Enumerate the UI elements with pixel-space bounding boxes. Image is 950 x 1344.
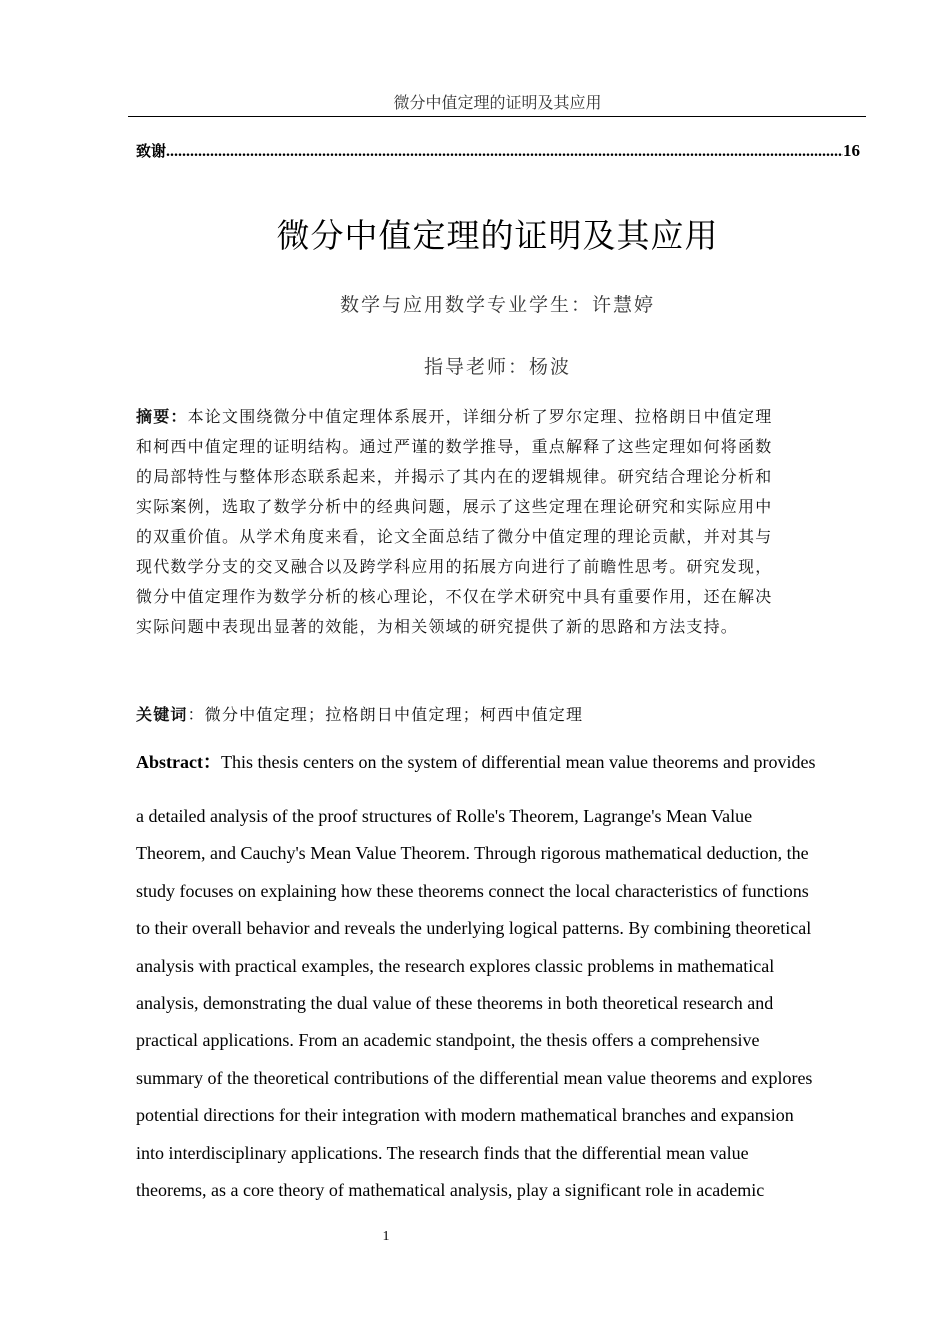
- chinese-abstract-line: 微分中值定理作为数学分析的核心理论，不仅在学术研究中具有重要作用，还在解决: [136, 587, 773, 606]
- advisor-line: 指导老师：杨波: [423, 356, 571, 378]
- keywords-text: ：微分中值定理；拉格朗日中值定理；柯西中值定理: [187, 705, 584, 724]
- english-abstract-line: study focuses on explaining how these theorems connect the local characteristics of functions: [136, 880, 809, 901]
- english-abstract-line: analysis with practical examples, the research explores classic problems in mathematical: [136, 955, 775, 976]
- chinese-abstract: [136, 402, 860, 642]
- chinese-abstract-line: 实际案例，选取了数学分析中的经典问题，展示了这些定理在理论研究和实际应用中: [136, 497, 773, 516]
- toc-entry-page: 16: [843, 141, 860, 160]
- chinese-abstract-line: 实际问题中表现出显著的效能，为相关领域的研究提供了新的思路和方法支持。: [136, 617, 739, 636]
- english-abstract-line: theorems, as a core theory of mathematical analysis, play a significant role in academic: [136, 1180, 765, 1201]
- chinese-abstract-line: 的双重价值。从学术角度来看，论文全面总结了微分中值定理的理论贡献，并对其与: [136, 527, 773, 546]
- toc-leader-dots: [166, 141, 843, 163]
- chinese-abstract-line: 现代数学分支的交叉融合以及跨学科应用的拓展方向进行了前瞻性思考。研究发现，: [136, 557, 773, 576]
- running-header: 微分中值定理的证明及其应用: [393, 93, 602, 112]
- english-abstract-line: Theorem, and Cauchy's Mean Value Theorem. Through rigorous mathematical deduction, the: [136, 843, 809, 864]
- english-abstract-line: This thesis centers on the system of differential mean value theorems and provides: [220, 752, 816, 772]
- chinese-abstract-line: 本论文围绕微分中值定理体系展开，详细分析了罗尔定理、拉格朗日中值定理: [187, 407, 773, 426]
- english-abstract-first-line: [136, 748, 876, 776]
- author-line: 数学与应用数学专业学生：许慧婷: [339, 294, 655, 316]
- english-abstract-body: [136, 798, 876, 1209]
- english-abstract-line: analysis, demonstrating the dual value of these theorems in both theoretical research and: [136, 993, 774, 1014]
- toc-entry-acknowledgements[interactable]: [136, 140, 860, 162]
- english-abstract-line: summary of the theoretical contributions of the differential mean value theorems and explores: [136, 1067, 813, 1088]
- english-abstract-line: potential directions for their integration with modern mathematical branches and expansion: [136, 1105, 794, 1126]
- english-abstract-label: Abstract：: [136, 752, 221, 772]
- english-abstract-line: into interdisciplinary applications. The research finds that the differential mean value: [136, 1142, 749, 1163]
- paper-title: 微分中值定理的证明及其应用: [276, 216, 719, 255]
- english-abstract-line: to their overall behavior and reveals the underlying logical patterns. By combining theoretical: [136, 918, 812, 939]
- toc-entry-label: 致谢: [136, 142, 167, 160]
- header-rule: [128, 116, 866, 117]
- chinese-keywords: [136, 700, 860, 730]
- page-number: 1: [382, 1229, 390, 1244]
- english-abstract-line: practical applications. From an academic standpoint, the thesis offers a comprehensive: [136, 1030, 760, 1051]
- chinese-abstract-line: 和柯西中值定理的证明结构。通过严谨的数学推导，重点解释了这些定理如何将函数: [136, 437, 773, 456]
- english-abstract-line: a detailed analysis of the proof structures of Rolle's Theorem, Lagrange's Mean Value: [136, 806, 753, 826]
- keywords-label: 关键词: [136, 705, 188, 724]
- chinese-abstract-label: 摘要：: [136, 407, 188, 426]
- chinese-abstract-line: 的局部特性与整体形态联系起来，并揭示了其内在的逻辑规律。研究结合理论分析和: [136, 467, 773, 486]
